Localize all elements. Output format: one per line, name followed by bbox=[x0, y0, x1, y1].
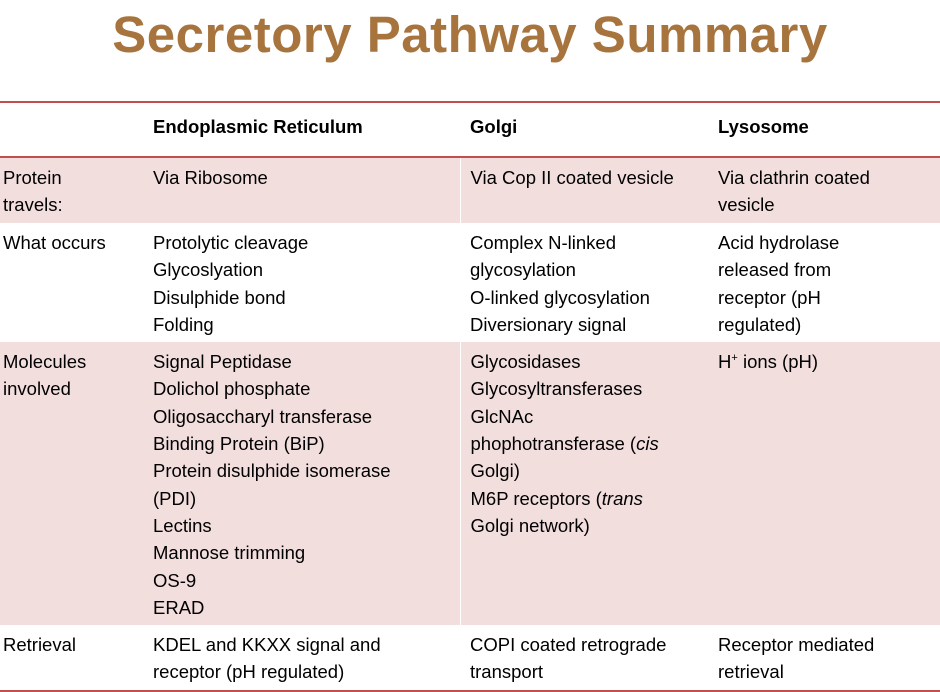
cell-line: Glycosidases bbox=[470, 351, 581, 373]
cell-line: Signal Peptidase bbox=[153, 351, 292, 373]
cell-line: Via Cop II coated vesicle bbox=[470, 167, 674, 188]
cell-lysosome-protein-travels bbox=[708, 157, 940, 223]
table-header-row bbox=[0, 102, 940, 157]
cell-line: Complex N-linked bbox=[470, 232, 616, 253]
cell-line: Golgi network) bbox=[470, 514, 590, 536]
row-label-what-occurs bbox=[0, 223, 150, 342]
cell-line: What occurs bbox=[3, 232, 106, 253]
cell-line: Via Ribosome bbox=[153, 167, 268, 188]
cell-line: Protolytic cleavage bbox=[153, 232, 309, 253]
cell-golgi-molecules-involved bbox=[460, 342, 708, 625]
cell-line: KDEL and KKXX signal and bbox=[153, 634, 381, 656]
cell-line: Acid hydrolase bbox=[718, 232, 840, 253]
cell-line: Diversionary signal bbox=[470, 313, 627, 335]
cell-line: transport bbox=[470, 661, 544, 683]
cell-line: Folding bbox=[153, 313, 214, 335]
cell-line: involved bbox=[3, 378, 71, 400]
cell-line: receptor (pH bbox=[718, 286, 821, 308]
cell-line: Via clathrin coated bbox=[718, 167, 870, 188]
cell-line: OS-9 bbox=[153, 569, 197, 591]
cell-er-what-occurs bbox=[150, 223, 460, 342]
cell-er-retrieval bbox=[150, 625, 460, 691]
row-label-molecules-involved bbox=[0, 342, 150, 625]
cell-text: ions (pH) bbox=[737, 351, 819, 373]
cell-line: Protein disulphide isomerase bbox=[153, 460, 391, 482]
row-label-protein-travels bbox=[0, 157, 150, 223]
cell-line: Mannose trimming bbox=[153, 542, 306, 564]
table-row-protein-travels bbox=[0, 157, 940, 223]
cell-er-protein-travels bbox=[150, 157, 460, 223]
cell-line: Disulphide bond bbox=[153, 286, 286, 308]
cell-line: Glycoslyation bbox=[153, 259, 264, 281]
cell-lysosome-retrieval bbox=[708, 625, 940, 691]
table-row-molecules-involved bbox=[0, 342, 940, 625]
cell-line: released from bbox=[718, 259, 832, 281]
cell-lysosome-molecules-involved bbox=[708, 342, 940, 625]
cell-golgi-protein-travels bbox=[460, 157, 708, 223]
cell-line: GlcNAc bbox=[470, 405, 534, 427]
cell-golgi-retrieval bbox=[460, 625, 708, 691]
cell-line: Receptor mediated bbox=[718, 634, 875, 656]
cell-lysosome-what-occurs bbox=[708, 223, 940, 342]
cell-line: COPI coated retrograde bbox=[470, 634, 667, 656]
cell-text-italic: trans bbox=[601, 487, 643, 509]
cell-line: Lectins bbox=[153, 514, 212, 536]
cell-line: vesicle bbox=[718, 194, 775, 216]
table-row-retrieval bbox=[0, 625, 940, 691]
cell-line: Dolichol phosphate bbox=[153, 378, 311, 400]
cell-line: Golgi) bbox=[470, 460, 520, 482]
header-golgi: Golgi bbox=[460, 102, 708, 157]
cell-line bbox=[718, 348, 940, 375]
cell-line: O-linked glycosylation bbox=[470, 286, 650, 308]
cell-line: Molecules bbox=[3, 351, 87, 373]
cell-line: receptor (pH regulated) bbox=[153, 661, 345, 683]
cell-text: M6P receptors ( bbox=[470, 487, 602, 509]
cell-line: Glycosyltransferases bbox=[470, 378, 643, 400]
cell-text-italic: cis bbox=[636, 433, 659, 455]
cell-line bbox=[471, 430, 709, 457]
cell-line: regulated) bbox=[718, 313, 802, 335]
cell-line: (PDI) bbox=[153, 487, 197, 509]
cell-line: Binding Protein (BiP) bbox=[153, 433, 325, 455]
cell-line: ERAD bbox=[153, 596, 205, 618]
cell-er-molecules-involved bbox=[150, 342, 460, 625]
cell-line: travels: bbox=[3, 194, 63, 216]
cell-golgi-what-occurs bbox=[460, 223, 708, 342]
cell-line bbox=[471, 485, 709, 512]
header-empty bbox=[0, 102, 150, 157]
cell-line: Oligosaccharyl transferase bbox=[153, 405, 373, 427]
page-title: Secretory Pathway Summary bbox=[112, 6, 828, 63]
cell-line: glycosylation bbox=[470, 259, 576, 281]
cell-line: Protein bbox=[3, 167, 62, 188]
cell-line: retrieval bbox=[718, 661, 784, 683]
cell-text: phophotransferase ( bbox=[470, 433, 637, 455]
header-lysosome: Lysosome bbox=[708, 102, 940, 157]
table-row-what-occurs bbox=[0, 223, 940, 342]
header-endoplasmic-reticulum: Endoplasmic Reticulum bbox=[150, 102, 460, 157]
secretory-pathway-table bbox=[0, 101, 940, 692]
superscript-plus: + bbox=[731, 352, 738, 365]
cell-text: H bbox=[718, 351, 732, 373]
cell-line: Retrieval bbox=[3, 634, 76, 656]
row-label-retrieval bbox=[0, 625, 150, 691]
